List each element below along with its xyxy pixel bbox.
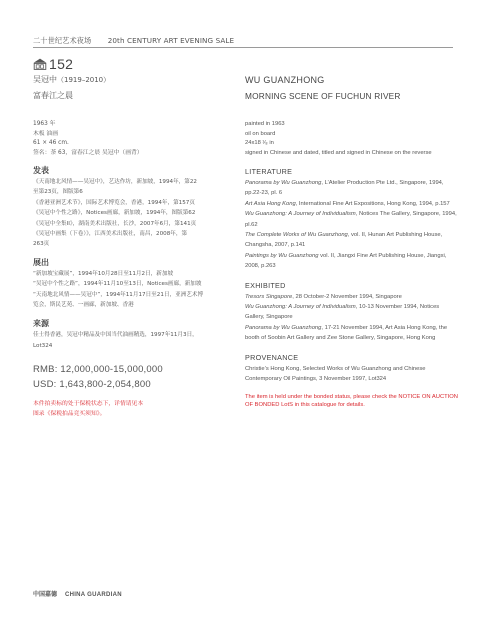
exhibited-en-detail: , 28 October-2 November 1994, Singapore	[292, 293, 402, 300]
literature-cn-line: 《吴冠中个性之路》，Notices画廊，新加坡，1994年，图版第62	[33, 210, 196, 217]
footer-cn: 中国嘉德	[33, 591, 58, 598]
literature-cn-line: 至第23页，图版第6	[33, 189, 83, 196]
bonded-notice-en: The item is held under the bonded status, please check the NOTICE ON AUCTION OF BONDED LotS in this catalogue for details.	[245, 393, 458, 408]
exhibited-cn-line: 览会，斯民艺苑、一画廊，新加坡、香港	[33, 302, 134, 309]
literature-cn-line: 《香港亚洲艺术节》，国际艺术博览会，香港，1994年，第157页	[33, 199, 195, 206]
exhibited-cn-line: “天南地北风情——吴冠中”，1994年11月17日至21日，亚洲艺术博	[33, 291, 204, 298]
artist-name-cn	[33, 74, 238, 86]
literature-en-entry	[245, 253, 446, 269]
signature-en: signed in Chinese and dated, titled and signed in Chinese on the reverse	[245, 149, 432, 156]
literature-en-title: Panorama by Wu Guanzhong	[245, 180, 322, 186]
bonded-notice-cn-line: 本件拍卖标的处于保税状态下，详情请见本	[33, 401, 144, 408]
lot-chop-icon	[33, 58, 47, 70]
lot-number	[33, 56, 73, 72]
literature-en-detail: , International Fine Art Expositions, Hong Kong, 1994, p.157	[295, 200, 450, 207]
literature-en-heading: LITERATURE	[245, 167, 293, 176]
date-en: painted in 1963	[245, 121, 285, 127]
provenance-cn-section	[33, 318, 238, 351]
exhibited-cn-section	[33, 257, 238, 311]
literature-en-entry	[245, 180, 444, 196]
literature-en-entry	[245, 211, 457, 227]
exhibited-en-heading: EXHIBITED	[245, 280, 286, 290]
literature-cn-heading: 发表	[33, 166, 49, 175]
artwork-title-en: MORNING SCENE OF FUCHUN RIVER	[245, 91, 401, 101]
header-divider	[33, 47, 453, 48]
literature-en-detail: vol. II, Jiangxi Fine Art Publishing House, Jiangxi, 2008, p.263	[245, 252, 447, 270]
literature-en-entry	[245, 232, 442, 248]
literature-en-title: Paintings by Wu Guanzhong	[245, 252, 319, 259]
literature-cn-line: 《天南地北风情——吴冠中》，艺达作坊，新加坡，1994年，第22	[33, 179, 197, 185]
artwork-details-cn	[33, 120, 238, 158]
lot-number-text: 152	[49, 56, 74, 72]
literature-cn-line: 《吴冠中画集（下卷）》，江西美术出版社，南昌，2008年，第	[33, 231, 188, 238]
estimate	[33, 362, 238, 392]
exhibited-cn-line: “吴冠中个性之路”，1994年11月10至13日，Notices画廊，新加坡	[33, 281, 202, 288]
catalogue-footer	[33, 589, 122, 598]
provenance-en-text: Christie’s Hong Kong, Selected Works of Wu Guanzhong and Chinese Contemporary Oil Paintings, 3 November 1997, Lot324	[245, 365, 426, 383]
dimensions-cn: 61 × 46 cm.	[33, 140, 69, 146]
exhibited-en-detail: , 10-13 November 1994, Notices Gallery, Singapore	[245, 304, 440, 321]
exhibited-en-detail: , 17-21 November 1994, Art Asia Hong Kong, the booth of Soobin Art Gallery and Zee Stone Gallery, Singapore, Hong Kong	[245, 324, 448, 342]
exhibited-cn-heading: 展出	[33, 257, 49, 267]
exhibited-en-entry	[245, 325, 447, 341]
artist-name-en: WU GUANZHONG	[245, 75, 325, 85]
signature-cn: 签名：荼 63，富春江之晨 吴冠中（画背）	[33, 149, 143, 156]
exhibited-en-section	[245, 280, 460, 344]
literature-en-detail: , vol. II, Hunan Art Publishing House, Changsha, 2007, p.141	[245, 232, 443, 249]
footer-en: CHINA GUARDIAN	[64, 592, 122, 598]
exhibited-en-title: Panorama by Wu Guanzhong	[245, 324, 322, 331]
exhibited-en-title: Tresors Singapore	[245, 293, 293, 300]
literature-en-detail: , Notices The Gallery, Singapore, 1994, pl.62	[245, 211, 457, 228]
exhibited-en-entry	[245, 304, 439, 320]
artwork-details-en	[245, 120, 460, 158]
literature-cn-section	[33, 165, 238, 250]
header-en: 20th CENTURY ART EVENING SALE	[107, 36, 235, 45]
medium-cn: 木板 油画	[33, 130, 59, 137]
literature-cn-line: 263页	[33, 241, 50, 248]
exhibited-cn-line: “新加坡宝藏展”，1994年10月28日至11月2日，新加坡	[33, 270, 174, 277]
provenance-cn-line: Lot324	[33, 342, 53, 349]
provenance-cn-line: 佳士得香港，吴冠中精品及中国当代油画精选，1997年11月3日，	[33, 332, 198, 339]
literature-en-detail: , L’Atelier Production Pte Ltd., Singapore, 1994, pp.22-23, pl. 6	[245, 180, 444, 197]
literature-en-title: The Complete Works of Wu Guanzhong	[245, 232, 348, 239]
artist-name-cn-text: 吴冠中	[33, 75, 57, 84]
medium-en: oil on board	[245, 130, 276, 137]
literature-cn-line: 《吴冠中全集II》，湖南美术出版社，长沙，2007年6月，第141页	[33, 220, 197, 227]
bonded-notice-cn-line: 图录《保税拍品竞买须知》。	[33, 411, 106, 418]
literature-en-title: Art Asia Hong Kong	[245, 200, 296, 207]
estimate-usd: USD: 1,643,800-2,054,800	[33, 379, 151, 391]
date-cn: 1963 年	[33, 121, 56, 127]
exhibited-en-entry	[245, 294, 402, 300]
provenance-cn-heading: 来源	[33, 319, 49, 329]
artwork-title-cn: 富春江之晨	[33, 91, 73, 100]
provenance-en-heading: PROVENANCE	[245, 352, 299, 362]
artist-life-cn: （1919–2010）	[57, 76, 111, 84]
literature-en-title: Wu Guanzhong: A Journey of Individualism	[245, 211, 356, 218]
literature-en-entry	[245, 201, 450, 207]
provenance-en-section	[245, 352, 460, 385]
exhibited-en-title: Wu Guanzhong: A Journey of Individualism	[245, 304, 356, 311]
estimate-rmb: RMB: 12,000,000-15,000,000	[33, 364, 163, 376]
literature-en-section	[245, 166, 460, 272]
chinese-column	[33, 74, 238, 419]
english-column	[245, 74, 460, 410]
dimensions-en: 24x18 ¹⁄₈ in	[245, 140, 274, 146]
bonded-notice-cn	[33, 399, 238, 419]
header-cn: 二十世纪艺术夜场	[33, 36, 92, 45]
